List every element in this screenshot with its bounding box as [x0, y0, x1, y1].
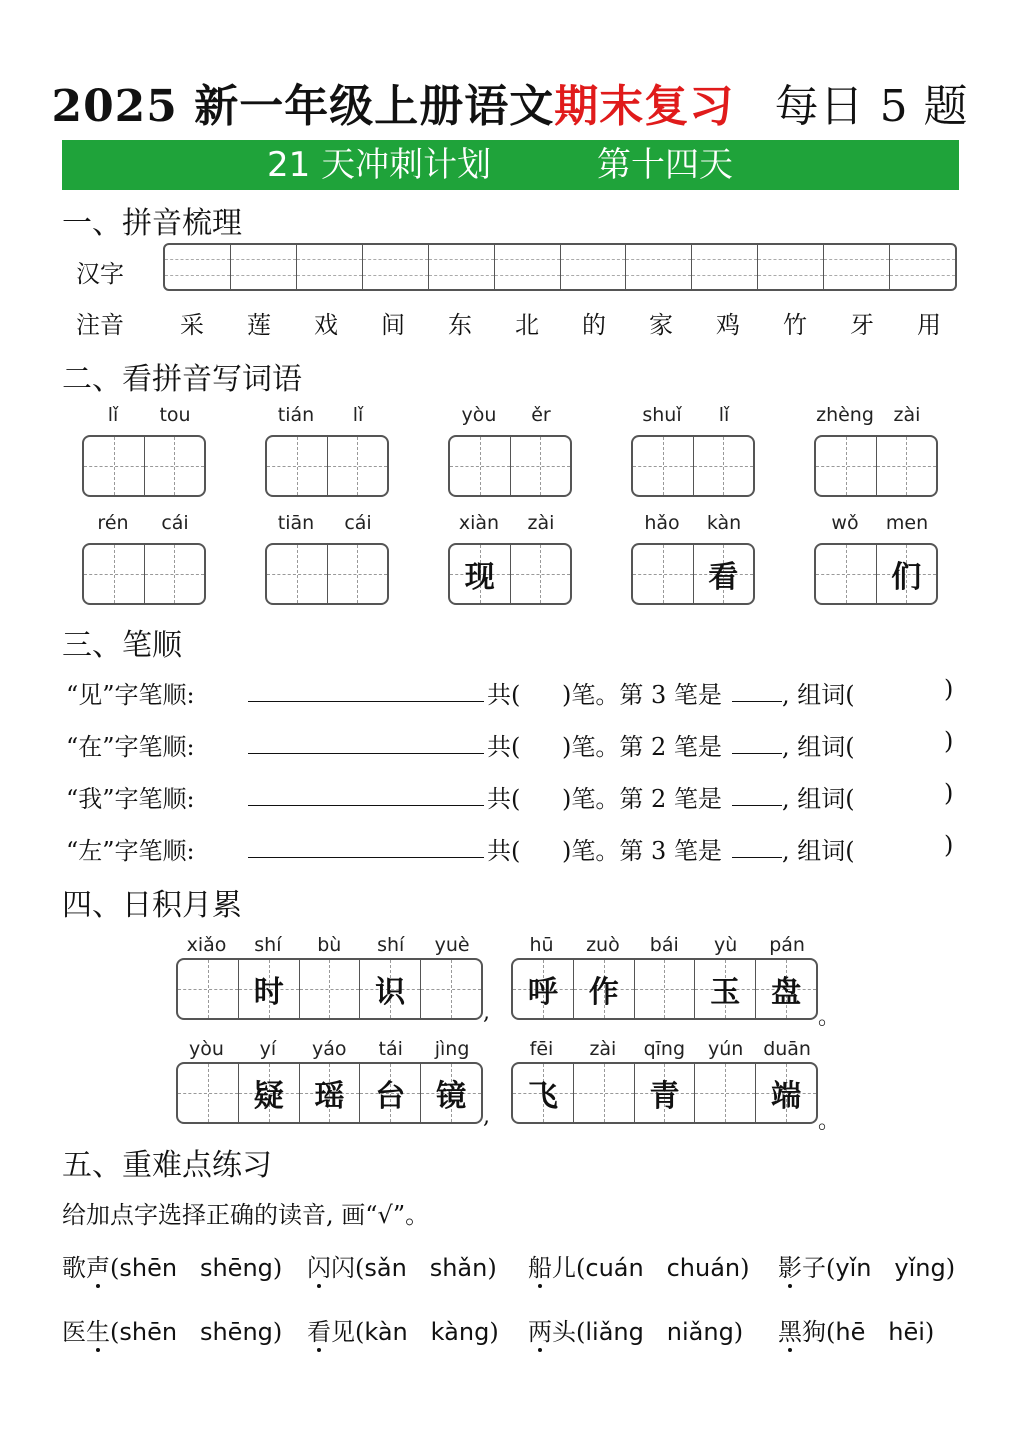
- stroke-count-open: 共(: [487, 733, 521, 761]
- grid-char: 们: [891, 560, 922, 595]
- poem-pinyin: bái: [649, 934, 679, 956]
- stroke-count-open: 共(: [487, 681, 521, 709]
- pronunciation-item[interactable]: [778, 1312, 934, 1347]
- reading-option-b[interactable]: shēng: [199, 1318, 273, 1346]
- stroke-answer-line[interactable]: [248, 675, 484, 702]
- word-group-close: ): [944, 675, 954, 703]
- stroke-nth-label: )笔。第 3 笔是: [562, 681, 722, 709]
- poem-pinyin: fēi: [529, 1038, 554, 1060]
- writing-cell[interactable]: [297, 245, 363, 289]
- tian-grid-cell[interactable]: [84, 437, 145, 495]
- tian-grid-cell[interactable]: [421, 960, 481, 1018]
- pinyin-label: wǒ: [831, 512, 859, 534]
- reading-option-b[interactable]: chuán: [666, 1254, 741, 1282]
- word-char: 闪: [307, 1254, 331, 1282]
- writing-cell[interactable]: [495, 245, 561, 289]
- tian-grid-cell[interactable]: [511, 437, 571, 495]
- reading-option-a[interactable]: kàn: [364, 1318, 408, 1346]
- word-char: 头: [552, 1318, 576, 1346]
- tian-grid-cell[interactable]: [695, 1064, 756, 1122]
- stroke-nth-label: )笔。第 3 笔是: [562, 837, 722, 865]
- pinyin-label: zài: [527, 512, 555, 534]
- pinyin-label: yòu: [461, 404, 497, 426]
- tian-grid-cell[interactable]: [421, 1064, 481, 1122]
- open-paren: (: [826, 1254, 836, 1282]
- grid-char: 识: [375, 975, 406, 1010]
- writing-cell[interactable]: [165, 245, 231, 289]
- close-paren: ): [733, 1318, 744, 1346]
- section-1-title: 一、拼音梳理: [62, 206, 242, 241]
- reading-option-a[interactable]: cuán: [585, 1254, 644, 1282]
- tian-grid-cell[interactable]: [877, 437, 937, 495]
- zhuyin-char: 用: [917, 311, 941, 339]
- poem-pinyin: shí: [377, 934, 405, 956]
- reading-option-b[interactable]: niǎng: [666, 1318, 734, 1346]
- tian-grid-cell[interactable]: [694, 437, 754, 495]
- open-paren: (: [576, 1254, 586, 1282]
- reading-option-a[interactable]: shēn: [119, 1318, 178, 1346]
- pinyin-label: lǐ: [718, 404, 730, 426]
- poem-pinyin: pán: [769, 934, 805, 956]
- poem-pinyin: duān: [763, 1038, 811, 1060]
- grid-char: 作: [588, 975, 619, 1010]
- word-char: 生: [86, 1318, 110, 1346]
- banner-day: 第十四天: [597, 145, 733, 185]
- writing-cell[interactable]: [561, 245, 627, 289]
- poem-box[interactable]: [176, 958, 483, 1020]
- poem-pinyin: tái: [378, 1038, 403, 1060]
- word-group-open: , 组词(: [782, 837, 855, 865]
- word-group-open: , 组词(: [782, 733, 855, 761]
- tian-grid-cell[interactable]: [84, 545, 145, 603]
- zhuyin-char: 莲: [247, 311, 271, 339]
- section-4-title: 四、日积月累: [62, 888, 242, 923]
- tian-grid-cell[interactable]: [635, 1064, 696, 1122]
- grid-char: 看: [708, 560, 739, 595]
- poem-pinyin: yí: [259, 1038, 277, 1060]
- tian-grid-cell[interactable]: [239, 1064, 300, 1122]
- nth-stroke-blank[interactable]: [732, 831, 782, 858]
- tian-grid-cell[interactable]: [360, 1064, 421, 1122]
- word-char: 影: [778, 1254, 802, 1282]
- pronunciation-item[interactable]: [307, 1248, 497, 1283]
- open-paren: (: [110, 1318, 120, 1346]
- stroke-char-label: “见”字笔顺:: [66, 681, 195, 709]
- word-box[interactable]: [814, 543, 938, 605]
- word-char: 医: [62, 1318, 86, 1346]
- word-box[interactable]: [265, 435, 389, 497]
- poem-pinyin: shí: [254, 934, 282, 956]
- word-box[interactable]: [448, 543, 572, 605]
- word-box[interactable]: [814, 435, 938, 497]
- poem-box[interactable]: [511, 958, 818, 1020]
- word-box[interactable]: [265, 543, 389, 605]
- tian-grid-cell[interactable]: [877, 545, 937, 603]
- tian-grid-cell[interactable]: [694, 545, 754, 603]
- pinyin-label: hǎo: [644, 512, 680, 534]
- pronunciation-item[interactable]: [528, 1248, 750, 1283]
- grid-char: 瑶: [314, 1079, 345, 1114]
- poem-box[interactable]: [511, 1062, 818, 1124]
- pronunciation-item[interactable]: [778, 1248, 955, 1283]
- zhuyin-char: 家: [649, 311, 673, 339]
- pinyin-label: rén: [97, 512, 129, 534]
- tian-grid-cell[interactable]: [360, 960, 421, 1018]
- pinyin-label: zhèng: [816, 404, 874, 426]
- title-sub: 每日 5 题: [774, 81, 969, 132]
- word-char: 儿: [552, 1254, 576, 1282]
- reading-option-b[interactable]: shēng: [199, 1254, 273, 1282]
- open-paren: (: [355, 1254, 365, 1282]
- reading-option-a[interactable]: hē: [835, 1318, 866, 1346]
- word-char: 见: [331, 1318, 355, 1346]
- hanzi-writing-strip[interactable]: [163, 243, 957, 291]
- zhuyin-char: 间: [381, 311, 405, 339]
- tian-grid-cell[interactable]: [239, 960, 300, 1018]
- close-paren: ): [489, 1318, 499, 1346]
- writing-cell[interactable]: [363, 245, 429, 289]
- tian-grid-cell[interactable]: [816, 545, 877, 603]
- writing-cell[interactable]: [626, 245, 692, 289]
- zhuyin-char: 竹: [783, 311, 807, 339]
- pinyin-label: xiàn: [458, 512, 500, 534]
- section-5-instruction: 给加点字选择正确的读音, 画“√”。: [62, 1201, 430, 1229]
- grid-char: 盘: [771, 975, 802, 1010]
- zhuyin-char: 采: [180, 311, 204, 339]
- poem-pinyin: jìng: [434, 1038, 470, 1060]
- zhuyin-char: 牙: [850, 311, 874, 339]
- pinyin-label: zài: [893, 404, 921, 426]
- title-highlight: 期末复习: [554, 81, 735, 132]
- grid-char: 玉: [710, 975, 741, 1010]
- tian-grid-cell[interactable]: [633, 437, 694, 495]
- grid-char: 呼: [527, 975, 558, 1010]
- nth-stroke-blank[interactable]: [732, 727, 782, 754]
- stroke-count-open: 共(: [487, 837, 521, 865]
- reading-option-a[interactable]: sǎn: [364, 1254, 407, 1282]
- reading-option-b[interactable]: yǐng: [894, 1254, 946, 1282]
- grid-char: 时: [253, 975, 284, 1010]
- pinyin-label: shuǐ: [642, 404, 682, 426]
- tian-grid-cell[interactable]: [574, 960, 635, 1018]
- zhuyin-char: 东: [448, 311, 472, 339]
- pinyin-label: cái: [344, 512, 372, 534]
- section-3-title: 三、笔顺: [62, 628, 182, 663]
- stroke-char-label: “在”字笔顺:: [66, 733, 195, 761]
- close-paren: ): [945, 1254, 956, 1282]
- pronunciation-item[interactable]: [528, 1312, 743, 1347]
- grid-char: 青: [649, 1079, 680, 1114]
- pinyin-label: kàn: [706, 512, 742, 534]
- poem-pinyin: xiǎo: [186, 934, 227, 956]
- word-group-close: ): [944, 831, 954, 859]
- word-box[interactable]: [631, 435, 755, 497]
- writing-cell[interactable]: [231, 245, 297, 289]
- tian-grid-cell[interactable]: [511, 545, 571, 603]
- pronunciation-item[interactable]: [62, 1248, 282, 1283]
- poem-box[interactable]: [176, 1062, 483, 1124]
- pronunciation-item[interactable]: [62, 1312, 282, 1347]
- poem-pinyin: qīng: [643, 1038, 686, 1060]
- pinyin-label: lǐ: [107, 404, 119, 426]
- tian-grid-cell[interactable]: [574, 1064, 635, 1122]
- tian-grid-cell[interactable]: [145, 437, 205, 495]
- word-box[interactable]: [448, 435, 572, 497]
- open-paren: (: [110, 1254, 120, 1282]
- tian-grid-cell[interactable]: [328, 437, 388, 495]
- reading-option-a[interactable]: shēn: [119, 1254, 178, 1282]
- stroke-nth-label: )笔。第 2 笔是: [562, 785, 722, 813]
- stroke-char-label: “我”字笔顺:: [66, 785, 195, 813]
- poem-pinyin: yún: [708, 1038, 744, 1060]
- reading-option-b[interactable]: kàng: [430, 1318, 490, 1346]
- tian-grid-cell[interactable]: [635, 960, 696, 1018]
- tian-grid-cell[interactable]: [816, 437, 877, 495]
- tian-grid-cell[interactable]: [695, 960, 756, 1018]
- zhuyin-char: 戏: [314, 311, 338, 339]
- zhuyin-char: 鸡: [716, 311, 740, 339]
- pinyin-label: tiān: [277, 512, 315, 534]
- nth-stroke-blank[interactable]: [732, 779, 782, 806]
- poem-pinyin: zài: [589, 1038, 617, 1060]
- banner-plan: 21 天冲刺计划: [267, 145, 492, 185]
- comma-mark: ,: [483, 1104, 490, 1129]
- open-paren: (: [576, 1318, 586, 1346]
- stroke-answer-line[interactable]: [248, 779, 484, 806]
- word-char: 两: [528, 1318, 552, 1346]
- pinyin-label: ěr: [531, 404, 551, 426]
- writing-cell[interactable]: [758, 245, 824, 289]
- tian-grid-cell[interactable]: [300, 1064, 361, 1122]
- writing-cell[interactable]: [824, 245, 890, 289]
- close-paren: ): [924, 1318, 935, 1346]
- writing-cell[interactable]: [692, 245, 758, 289]
- poem-pinyin: yòu: [189, 1038, 224, 1060]
- pinyin-label: lǐ: [352, 404, 364, 426]
- poem-pinyin: hū: [529, 934, 554, 956]
- tian-grid-cell[interactable]: [267, 545, 328, 603]
- tian-grid-cell[interactable]: [756, 1064, 816, 1122]
- stroke-char-label: “左”字笔顺:: [66, 837, 195, 865]
- zhuyin-char: 北: [515, 311, 539, 339]
- word-group-open: , 组词(: [782, 785, 855, 813]
- grid-char: 镜: [436, 1079, 467, 1114]
- tian-grid-cell[interactable]: [633, 545, 694, 603]
- word-box[interactable]: [82, 435, 206, 497]
- tian-grid-cell[interactable]: [267, 437, 328, 495]
- section-5-title: 五、重难点练习: [62, 1148, 272, 1183]
- grid-char: 端: [771, 1079, 802, 1114]
- poem-pinyin: zuò: [586, 934, 620, 956]
- word-box[interactable]: [631, 543, 755, 605]
- close-paren: ): [272, 1318, 283, 1346]
- word-char: 歌: [62, 1254, 86, 1282]
- section-2-title: 二、看拼音写词语: [62, 362, 302, 397]
- stroke-count-open: 共(: [487, 785, 521, 813]
- word-group-open: , 组词(: [782, 681, 855, 709]
- word-char: 看: [307, 1318, 331, 1346]
- hanzi-label: 汉字: [76, 260, 124, 288]
- stroke-answer-line[interactable]: [248, 727, 484, 754]
- title-year: 2025: [51, 81, 178, 132]
- tian-grid-cell[interactable]: [450, 545, 511, 603]
- writing-cell[interactable]: [890, 245, 955, 289]
- poem-pinyin: yáo: [312, 1038, 347, 1060]
- reading-option-b[interactable]: hēi: [888, 1318, 925, 1346]
- period-mark: 。: [818, 1005, 841, 1030]
- pinyin-label: tián: [277, 404, 315, 426]
- tian-grid-cell[interactable]: [178, 1064, 239, 1122]
- close-paren: ): [487, 1254, 497, 1282]
- word-char: 声: [86, 1254, 110, 1282]
- comma-mark: ,: [483, 1000, 490, 1025]
- writing-cell[interactable]: [429, 245, 495, 289]
- grid-char: 飞: [527, 1079, 558, 1114]
- word-char: 黑: [778, 1318, 802, 1346]
- nth-stroke-blank[interactable]: [732, 675, 782, 702]
- word-group-close: ): [944, 779, 954, 807]
- word-box[interactable]: [82, 543, 206, 605]
- title-main: 新一年级上册语文: [194, 81, 555, 132]
- tian-grid-cell[interactable]: [145, 545, 205, 603]
- word-char: 闪: [331, 1254, 355, 1282]
- plan-banner: [62, 140, 959, 190]
- poem-pinyin: bù: [317, 934, 342, 956]
- tian-grid-cell[interactable]: [178, 960, 239, 1018]
- grid-char: 疑: [253, 1079, 284, 1114]
- tian-grid-cell[interactable]: [300, 960, 361, 1018]
- period-mark: 。: [818, 1109, 841, 1134]
- poem-pinyin: yuè: [434, 934, 470, 956]
- word-group-close: ): [944, 727, 954, 755]
- reading-option-a[interactable]: yǐn: [835, 1254, 872, 1282]
- tian-grid-cell[interactable]: [513, 960, 574, 1018]
- stroke-nth-label: )笔。第 2 笔是: [562, 733, 722, 761]
- pinyin-label: cái: [161, 512, 189, 534]
- open-paren: (: [826, 1318, 836, 1346]
- poem-pinyin: yù: [714, 934, 738, 956]
- pronunciation-item[interactable]: [307, 1312, 499, 1347]
- zhuyin-char: 的: [582, 311, 606, 339]
- stroke-answer-line[interactable]: [248, 831, 484, 858]
- word-char: 船: [528, 1254, 552, 1282]
- open-paren: (: [355, 1318, 365, 1346]
- word-char: 子: [802, 1254, 826, 1282]
- tian-grid-cell[interactable]: [328, 545, 388, 603]
- close-paren: ): [272, 1254, 283, 1282]
- word-char: 狗: [802, 1318, 826, 1346]
- pinyin-label: tou: [159, 404, 191, 426]
- zhuyin-label: 注音: [76, 311, 124, 339]
- reading-option-b[interactable]: shǎn: [429, 1254, 488, 1282]
- grid-char: 现: [464, 560, 495, 595]
- page-title: [0, 70, 1020, 134]
- grid-char: 台: [375, 1079, 406, 1114]
- tian-grid-cell[interactable]: [513, 1064, 574, 1122]
- pinyin-label: men: [885, 512, 929, 534]
- close-paren: ): [740, 1254, 750, 1282]
- tian-grid-cell[interactable]: [450, 437, 511, 495]
- tian-grid-cell[interactable]: [756, 960, 816, 1018]
- reading-option-a[interactable]: liǎng: [585, 1318, 644, 1346]
